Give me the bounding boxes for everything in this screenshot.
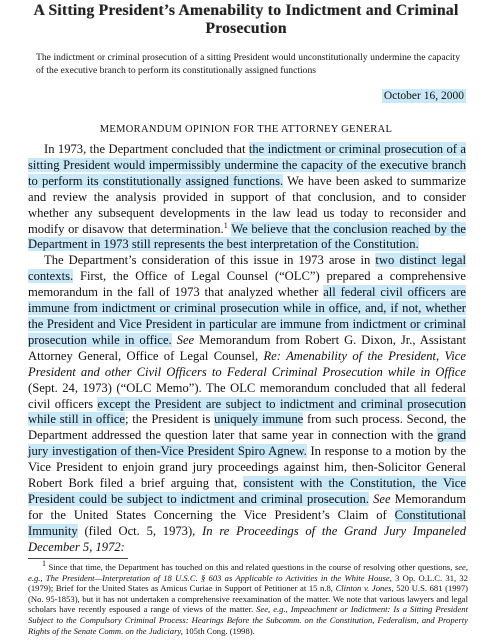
footnote-number: 1: [42, 559, 46, 569]
italic-signal: See: [373, 491, 391, 506]
highlighted-text: We believe that the conclusion reached by the Department in 1973 still represents the best interpretation of the Constitution.: [28, 221, 467, 252]
text-run: 520 U.S. 681 (1997) (No. 95-1853), but it has not undertaken a comprehensive reexamination of the matter. We note that various lawyers and legal scholars have recently espoused a range of views of the matter.: [28, 583, 469, 615]
footnote: [28, 559, 469, 636]
text-run: ; the President is: [125, 412, 215, 427]
italic-case-name: Clinton v. Jones,: [335, 583, 394, 594]
text-run: In response to a motion by the Vice President to enjoin grand jury proceedings against him, then-Solicitor General Robert Bork filed a brief arguing that,: [28, 444, 466, 491]
highlighted-text: consistent with the Constitution, the Vice President could be subject to indictment and criminal prosecution.: [28, 476, 466, 506]
text-run: 105th Cong. (1998).: [182, 625, 255, 636]
highlighted-text: Constitutional Immunity: [28, 507, 466, 538]
highlighted-text: two distinct legal contexts.: [28, 253, 466, 284]
memo-body: [28, 142, 466, 556]
italic-case-name: In re Proceedings of the Grand Jury Impaneled December 5, 1972:: [28, 523, 466, 554]
text-run: (Sept. 24, 1973) (“OLC Memo”). The OLC memorandum concluded that all federal civil officers: [28, 380, 466, 411]
highlighted-text: grand jury investigation of then-Vice President Spiro Agnew.: [28, 428, 466, 459]
italic-memo-title: Re: Amenability of the President, Vice President and other Civil Officers to Federal Criminal Prosecution while in Office: [28, 348, 466, 379]
text-run: In 1973, the Department concluded that: [44, 142, 249, 156]
text-run: We have been asked to summarize and review the analysis provided in support of that conclusion, and to consider whether any subsequent developments in the law lead us today to reconsider and modify or disavow that determination.: [28, 173, 466, 236]
highlighted-text: all federal civil officers are immune from indictment or criminal prosecution while in office, and, if not, whether the President and Vice President in particular are immune from indictment or criminal prosecution while in office.: [28, 285, 467, 347]
headnote: The indictment or criminal prosecution of a sitting President would unconstitutionally undermine the capacity of the executive branch to perform its constitutionally assigned functions: [36, 52, 460, 76]
highlighted-text: the indictment or criminal prosecution of a sitting President would impermissibly undermine the capacity of the executive branch to perform its constitutionally assigned functions.: [28, 142, 466, 188]
highlighted-text: except the President are subject to indictment and criminal prosecution while still in office: [28, 396, 466, 427]
italic-citation: see, e.g., The President—Interpretation of 18 U.S.C. § 603 as Applicable to Activities in the White House,: [28, 562, 468, 583]
memo-heading: MEMORANDUM OPINION FOR THE ATTORNEY GENERAL: [99, 124, 393, 135]
text-run: Memorandum from Robert G. Dixon, Jr., Assistant Attorney General, Office of Legal Counsel,: [28, 332, 466, 363]
text-run: (filed Oct. 5, 1973),: [77, 523, 203, 538]
italic-signal: See: [176, 332, 195, 347]
text-run: The Department’s consideration of this issue in 1973 arose in: [44, 253, 376, 268]
opinion-date: October 16, 2000: [383, 90, 464, 102]
text-run: First, the Office of Legal Counsel (“OLC”) prepared a comprehensive memorandum in the fall of 1973 that analyzed whether: [28, 269, 466, 300]
paragraph-1: [28, 142, 466, 253]
highlighted-text: uniquely immune: [214, 412, 304, 427]
footnote-1: [28, 559, 469, 636]
text-run: Since that time, the Department has touched on this and related questions in the course of resolving other questions,: [46, 562, 455, 572]
text-run: Memorandum for the United States Concerning the Vice President’s Claim of: [28, 491, 467, 522]
footnote-ref[interactable]: 1: [223, 220, 228, 230]
document-title: A Sitting President’s Amenability to Indictment and Criminal Prosecution: [33, 2, 459, 37]
text-run: 3 Op. O.L.C. 31, 32 (1979); Brief for the United States as Amicus Curiae in Support of Petitioner at 15 n.8,: [28, 572, 468, 594]
italic-citation: See, e.g., Impeachment or Indictment: Is a Sitting President Subject to the Compulsory Criminal Process: Hearings Before the Subcomm. on the Constitution, Federalism, and Property Rights of the Senate Comm. on the Judiciary,: [28, 604, 468, 636]
paragraph-2: [28, 253, 466, 555]
text-run: from such process. Second, the Department addressed the question later that same year in connection with the: [28, 412, 467, 443]
